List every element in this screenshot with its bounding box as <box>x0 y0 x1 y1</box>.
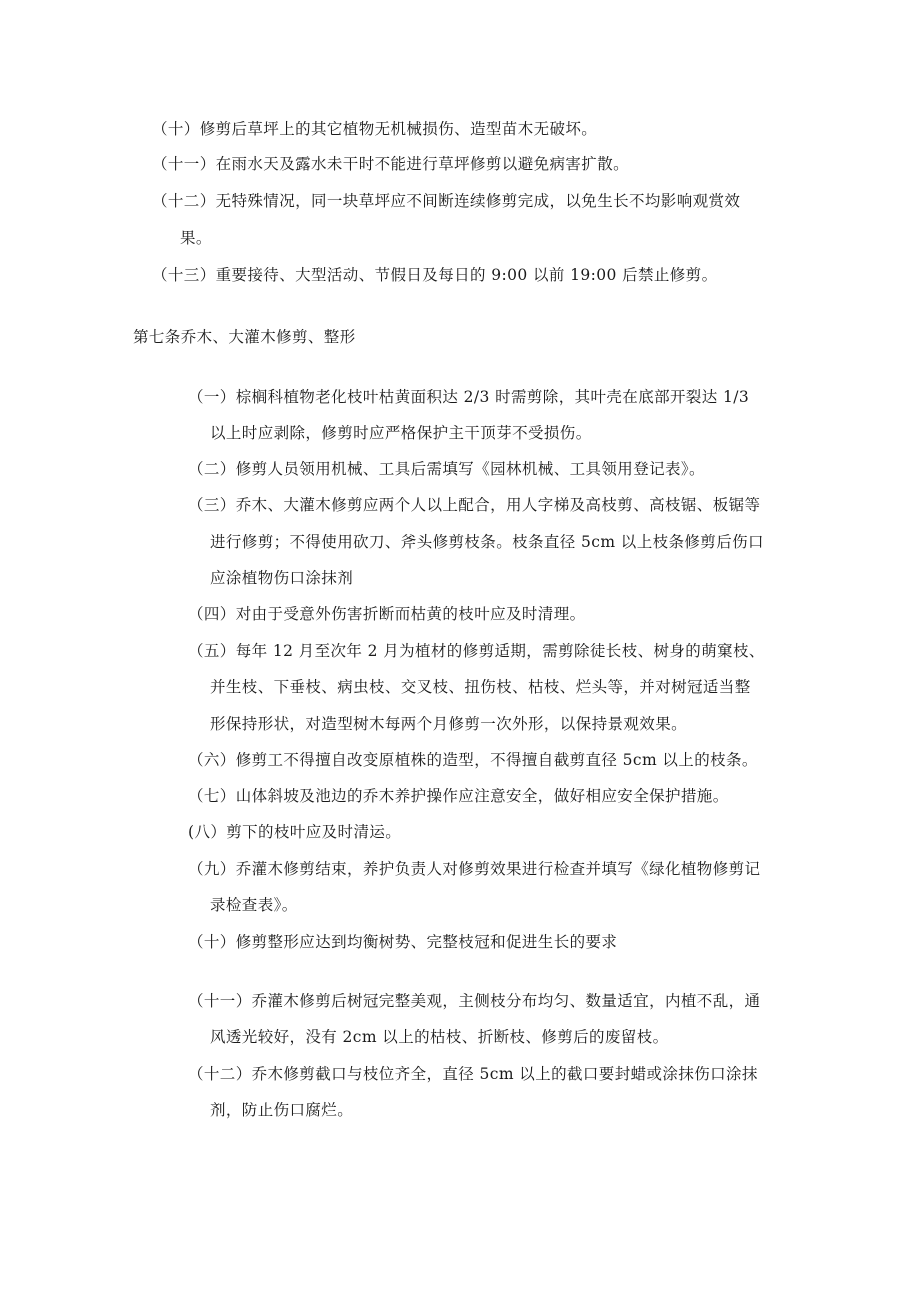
tree-item-8: (八）剪下的枝叶应及时清运。 <box>188 823 402 841</box>
tree-item-4: （四）对由于受意外伤害折断而枯黄的枝叶应及时清理。 <box>188 605 586 623</box>
tree-item-12-cont: 剂，防止伤口腐烂。 <box>210 1101 354 1119</box>
tree-item-12: （十二）乔木修剪截口与枝位齐全，直径 5cm 以上的截口要封蜡或涂抹伤口涂抹 <box>188 1065 758 1083</box>
tree-item-5: （五）每年 12 月至次年 2 月为植材的修剪适期，需剪除徒长枝、树身的萌窠枝、 <box>188 642 765 660</box>
article-7-title: 第七条乔木、大灌木修剪、整形 <box>133 328 356 346</box>
tree-item-7: （七）山体斜坡及池边的乔木养护操作应注意安全，做好相应安全保护措施。 <box>188 787 729 805</box>
tree-item-9: （九）乔灌木修剪结束，养护负责人对修剪效果进行检查并填写《绿化植物修剪记 <box>188 860 761 878</box>
tree-item-9-cont: 录检查表》。 <box>210 896 298 914</box>
tree-item-1-cont: 以上时应剥除，修剪时应严格保护主干顶芽不受损伤。 <box>210 424 592 442</box>
tree-item-2: （二）修剪人员领用机械、工具后需填写《园林机械、工具领用登记表》。 <box>188 460 705 478</box>
tree-item-5-cont: 并生枝、下垂枝、病虫枝、交叉枝、扭伤枝、枯枝、烂头等，并对树冠适当整 <box>210 678 751 696</box>
lawn-item-12: （十二）无特殊情况，同一块草坪应不间断连续修剪完成，以免生长不均影响观赏效 <box>152 192 741 210</box>
tree-item-10: （十）修剪整形应达到均衡树势、完整枝冠和促进生长的要求 <box>188 933 618 951</box>
lawn-item-13: （十三）重要接待、大型活动、节假日及每日的 9:00 以前 19:00 后禁止修剪。 <box>152 266 718 284</box>
tree-item-6: （六）修剪工不得擅自改变原植株的造型，不得擅自截剪直径 5cm 以上的枝条。 <box>188 751 758 769</box>
tree-item-1: （一）棕榈科植物老化枝叶枯黄面积达 2/3 时需剪除，其叶壳在底部开裂达 1/3 <box>188 388 750 406</box>
lawn-item-11: （十一）在雨水天及露水未干时不能进行草坪修剪以避免病害扩散。 <box>152 155 630 173</box>
lawn-item-10: （十）修剪后草坪上的其它植物无机械损伤、造型苗木无破坏。 <box>152 120 598 138</box>
tree-item-3: （三）乔木、大灌木修剪应两个人以上配合，用人字梯及高枝剪、高枝锯、板锯等 <box>188 496 761 514</box>
tree-item-3-cont: 进行修剪；不得使用砍刀、斧头修剪枝条。枝条直径 5cm 以上枝条修剪后伤口 <box>210 533 764 551</box>
tree-item-5-cont2: 形保持形状，对造型树木每两个月修剪一次外形，以保持景观效果。 <box>210 715 688 733</box>
tree-item-11-cont: 风透光较好，没有 2cm 以上的枯枝、折断枝、修剪后的废留枝。 <box>210 1028 669 1046</box>
tree-item-3-cont2: 应涂植物伤口涂抹剂 <box>210 569 354 587</box>
lawn-item-12-cont: 果。 <box>180 229 212 247</box>
tree-item-11: （十一）乔灌木修剪后树冠完整美观，主侧枝分布均匀、数量适宜，内植不乱，通 <box>188 992 761 1010</box>
